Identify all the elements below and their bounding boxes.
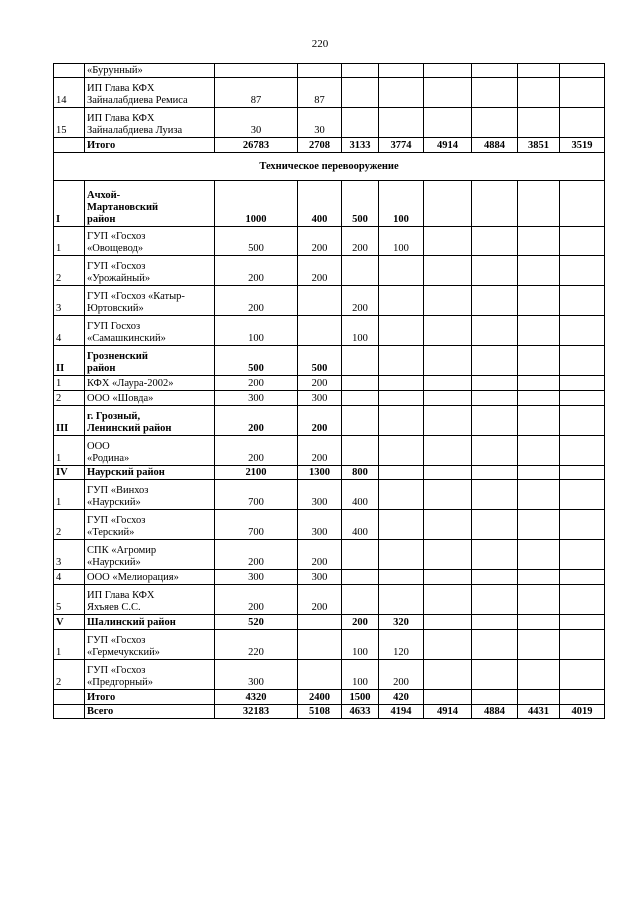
value-cell: 4884 xyxy=(472,705,518,719)
value-cell xyxy=(342,570,379,585)
value-cell xyxy=(560,585,605,615)
row-name: Грозненский район xyxy=(85,346,215,376)
value-cell xyxy=(298,660,342,690)
value-cell xyxy=(560,256,605,286)
value-cell xyxy=(518,64,560,78)
row-name: Шалинский район xyxy=(85,615,215,630)
table-row xyxy=(54,585,605,615)
value-cell xyxy=(379,570,424,585)
row-name: ИП Глава КФХ Зайналабдиева Ремиса xyxy=(85,78,215,108)
value-cell: 30 xyxy=(215,108,298,138)
value-cell xyxy=(342,376,379,391)
table-row xyxy=(54,316,605,346)
row-number: 1 xyxy=(54,630,85,660)
row-number: I xyxy=(54,181,85,227)
value-cell: 26783 xyxy=(215,138,298,153)
value-cell: 320 xyxy=(379,615,424,630)
table-row xyxy=(54,690,605,705)
table-row xyxy=(54,138,605,153)
table-row xyxy=(54,181,605,227)
value-cell xyxy=(472,615,518,630)
value-cell: 3519 xyxy=(560,138,605,153)
value-cell xyxy=(518,227,560,256)
value-cell xyxy=(424,660,472,690)
value-cell: 200 xyxy=(215,256,298,286)
value-cell xyxy=(560,391,605,406)
row-name: КФХ «Лаура-2002» xyxy=(85,376,215,391)
value-cell xyxy=(472,585,518,615)
value-cell xyxy=(518,630,560,660)
value-cell xyxy=(379,286,424,316)
value-cell xyxy=(560,78,605,108)
row-number: 2 xyxy=(54,660,85,690)
row-name: ГУП «Госхоз «Урожайный» xyxy=(85,256,215,286)
value-cell xyxy=(424,391,472,406)
value-cell: 400 xyxy=(298,181,342,227)
value-cell xyxy=(472,570,518,585)
value-cell xyxy=(560,436,605,466)
row-number: 14 xyxy=(54,78,85,108)
value-cell: 300 xyxy=(215,660,298,690)
row-name: ООО «Мелиорация» xyxy=(85,570,215,585)
table-row xyxy=(54,256,605,286)
value-cell xyxy=(560,570,605,585)
value-cell: 2400 xyxy=(298,690,342,705)
value-cell: 1000 xyxy=(215,181,298,227)
value-cell xyxy=(379,436,424,466)
row-name: ГУП «Госхоз «Овощевод» xyxy=(85,227,215,256)
value-cell xyxy=(424,64,472,78)
value-cell: 87 xyxy=(298,78,342,108)
value-cell: 100 xyxy=(379,181,424,227)
section-header-row xyxy=(54,153,605,181)
value-cell xyxy=(379,346,424,376)
value-cell: 200 xyxy=(215,540,298,570)
value-cell xyxy=(215,64,298,78)
value-cell xyxy=(560,510,605,540)
value-cell xyxy=(560,181,605,227)
value-cell xyxy=(424,510,472,540)
value-cell xyxy=(342,78,379,108)
value-cell xyxy=(518,286,560,316)
value-cell xyxy=(472,660,518,690)
value-cell xyxy=(424,227,472,256)
table-row xyxy=(54,466,605,480)
row-number: 1 xyxy=(54,436,85,466)
value-cell: 1300 xyxy=(298,466,342,480)
value-cell xyxy=(472,540,518,570)
table-row xyxy=(54,108,605,138)
value-cell: 200 xyxy=(342,615,379,630)
value-cell xyxy=(518,466,560,480)
row-number xyxy=(54,690,85,705)
value-cell: 4431 xyxy=(518,705,560,719)
row-name: Итого xyxy=(85,690,215,705)
row-name: ГУП «Госхоз «Гермечукский» xyxy=(85,630,215,660)
table-row xyxy=(54,705,605,719)
value-cell xyxy=(518,316,560,346)
value-cell: 100 xyxy=(342,630,379,660)
row-name: ИП Глава КФХ Зайналабдиева Луиза xyxy=(85,108,215,138)
value-cell xyxy=(472,466,518,480)
value-cell xyxy=(472,286,518,316)
value-cell xyxy=(472,181,518,227)
value-cell xyxy=(379,64,424,78)
value-cell: 500 xyxy=(215,227,298,256)
value-cell: 3133 xyxy=(342,138,379,153)
value-cell xyxy=(472,436,518,466)
value-cell xyxy=(560,480,605,510)
value-cell: 4194 xyxy=(379,705,424,719)
value-cell xyxy=(518,660,560,690)
value-cell: 700 xyxy=(215,480,298,510)
value-cell xyxy=(560,690,605,705)
value-cell xyxy=(424,346,472,376)
table-row xyxy=(54,630,605,660)
table-row xyxy=(54,227,605,256)
value-cell xyxy=(518,391,560,406)
row-name: «Бурунный» xyxy=(85,64,215,78)
value-cell xyxy=(472,78,518,108)
table-row xyxy=(54,570,605,585)
value-cell: 300 xyxy=(298,570,342,585)
value-cell: 200 xyxy=(215,436,298,466)
row-number: 2 xyxy=(54,391,85,406)
row-number: 1 xyxy=(54,376,85,391)
value-cell xyxy=(379,406,424,436)
value-cell: 2100 xyxy=(215,466,298,480)
row-number xyxy=(54,64,85,78)
value-cell: 200 xyxy=(215,406,298,436)
value-cell: 4019 xyxy=(560,705,605,719)
row-number: IV xyxy=(54,466,85,480)
value-cell xyxy=(342,540,379,570)
table-row xyxy=(54,510,605,540)
value-cell: 5108 xyxy=(298,705,342,719)
value-cell xyxy=(472,630,518,660)
value-cell xyxy=(379,510,424,540)
value-cell xyxy=(424,436,472,466)
value-cell xyxy=(472,391,518,406)
value-cell xyxy=(379,108,424,138)
value-cell: 300 xyxy=(298,480,342,510)
value-cell xyxy=(298,615,342,630)
table-row xyxy=(54,391,605,406)
table-row xyxy=(54,78,605,108)
value-cell xyxy=(298,286,342,316)
value-cell xyxy=(472,256,518,286)
value-cell: 4884 xyxy=(472,138,518,153)
value-cell xyxy=(342,436,379,466)
table-row xyxy=(54,436,605,466)
value-cell: 300 xyxy=(298,510,342,540)
value-cell xyxy=(424,286,472,316)
table-row xyxy=(54,615,605,630)
row-name: Итого xyxy=(85,138,215,153)
value-cell: 200 xyxy=(298,585,342,615)
value-cell xyxy=(424,690,472,705)
value-cell xyxy=(472,406,518,436)
value-cell xyxy=(518,540,560,570)
row-name: ГУП «Госхоз «Предгорный» xyxy=(85,660,215,690)
value-cell xyxy=(518,376,560,391)
value-cell xyxy=(472,376,518,391)
row-name: ООО «Шовда» xyxy=(85,391,215,406)
value-cell: 500 xyxy=(342,181,379,227)
value-cell xyxy=(379,316,424,346)
value-cell xyxy=(424,78,472,108)
row-number: 2 xyxy=(54,256,85,286)
value-cell xyxy=(379,585,424,615)
value-cell xyxy=(424,108,472,138)
value-cell xyxy=(424,615,472,630)
value-cell xyxy=(518,181,560,227)
value-cell xyxy=(560,227,605,256)
value-cell xyxy=(472,64,518,78)
value-cell xyxy=(518,436,560,466)
value-cell xyxy=(518,690,560,705)
value-cell xyxy=(424,406,472,436)
value-cell: 420 xyxy=(379,690,424,705)
value-cell: 4914 xyxy=(424,138,472,153)
value-cell xyxy=(342,64,379,78)
value-cell xyxy=(560,64,605,78)
value-cell xyxy=(342,346,379,376)
value-cell: 200 xyxy=(215,376,298,391)
value-cell xyxy=(560,540,605,570)
value-cell xyxy=(472,227,518,256)
value-cell xyxy=(472,510,518,540)
value-cell xyxy=(472,690,518,705)
row-number: 3 xyxy=(54,540,85,570)
value-cell: 100 xyxy=(342,660,379,690)
value-cell xyxy=(379,466,424,480)
row-name: ГУП Госхоз «Самашкинский» xyxy=(85,316,215,346)
value-cell: 30 xyxy=(298,108,342,138)
value-cell xyxy=(424,630,472,660)
row-number: 2 xyxy=(54,510,85,540)
value-cell xyxy=(560,346,605,376)
value-cell: 200 xyxy=(298,227,342,256)
value-cell: 4633 xyxy=(342,705,379,719)
value-cell xyxy=(518,510,560,540)
value-cell: 120 xyxy=(379,630,424,660)
row-number: II xyxy=(54,346,85,376)
value-cell xyxy=(518,108,560,138)
row-name: ГУП «Госхоз «Катыр- Юртовский» xyxy=(85,286,215,316)
value-cell xyxy=(472,346,518,376)
row-name: Ачхой- Мартановский район xyxy=(85,181,215,227)
row-name: ИП Глава КФХ Яхъяев С.С. xyxy=(85,585,215,615)
value-cell: 32183 xyxy=(215,705,298,719)
row-name: СПК «Агромир «Наурский» xyxy=(85,540,215,570)
value-cell xyxy=(560,660,605,690)
page-number: 220 xyxy=(311,38,329,50)
value-cell xyxy=(560,316,605,346)
value-cell xyxy=(472,316,518,346)
value-cell xyxy=(379,391,424,406)
value-cell xyxy=(560,108,605,138)
row-number: 4 xyxy=(54,570,85,585)
value-cell xyxy=(298,630,342,660)
value-cell: 300 xyxy=(298,391,342,406)
value-cell xyxy=(424,570,472,585)
table-row xyxy=(54,376,605,391)
value-cell xyxy=(560,630,605,660)
value-cell xyxy=(424,540,472,570)
table-row xyxy=(54,406,605,436)
value-cell: 300 xyxy=(215,570,298,585)
value-cell: 520 xyxy=(215,615,298,630)
value-cell: 200 xyxy=(342,286,379,316)
value-cell xyxy=(424,466,472,480)
value-cell xyxy=(560,406,605,436)
value-cell xyxy=(518,346,560,376)
value-cell: 500 xyxy=(215,346,298,376)
value-cell xyxy=(424,181,472,227)
value-cell xyxy=(424,316,472,346)
value-cell: 200 xyxy=(298,406,342,436)
value-cell xyxy=(342,256,379,286)
value-cell: 200 xyxy=(215,585,298,615)
value-cell: 200 xyxy=(379,660,424,690)
value-cell xyxy=(424,256,472,286)
value-cell xyxy=(560,466,605,480)
value-cell: 200 xyxy=(298,540,342,570)
row-name: ГУП «Винхоз «Наурский» xyxy=(85,480,215,510)
value-cell xyxy=(560,615,605,630)
table-row xyxy=(54,286,605,316)
value-cell xyxy=(379,540,424,570)
row-number: 5 xyxy=(54,585,85,615)
row-name: г. Грозный, Ленинский район xyxy=(85,406,215,436)
value-cell xyxy=(518,585,560,615)
value-cell: 200 xyxy=(342,227,379,256)
section-title: Техническое перевооружение xyxy=(54,153,605,181)
value-cell: 3851 xyxy=(518,138,560,153)
value-cell xyxy=(342,391,379,406)
row-number: 3 xyxy=(54,286,85,316)
table-row xyxy=(54,660,605,690)
table-row xyxy=(54,64,605,78)
row-number: 15 xyxy=(54,108,85,138)
value-cell xyxy=(298,64,342,78)
value-cell: 2708 xyxy=(298,138,342,153)
value-cell xyxy=(560,286,605,316)
value-cell xyxy=(518,78,560,108)
value-cell: 800 xyxy=(342,466,379,480)
value-cell: 200 xyxy=(298,436,342,466)
row-number: 1 xyxy=(54,227,85,256)
value-cell xyxy=(342,406,379,436)
value-cell xyxy=(560,376,605,391)
row-name: ООО «Родина» xyxy=(85,436,215,466)
value-cell: 1500 xyxy=(342,690,379,705)
value-cell xyxy=(342,585,379,615)
value-cell xyxy=(472,108,518,138)
value-cell: 400 xyxy=(342,480,379,510)
value-cell: 200 xyxy=(298,376,342,391)
value-cell: 400 xyxy=(342,510,379,540)
value-cell xyxy=(342,108,379,138)
investment-table xyxy=(53,63,605,719)
value-cell xyxy=(518,480,560,510)
table-row xyxy=(54,480,605,510)
value-cell: 100 xyxy=(342,316,379,346)
value-cell xyxy=(379,78,424,108)
row-number: III xyxy=(54,406,85,436)
row-number xyxy=(54,705,85,719)
value-cell: 100 xyxy=(379,227,424,256)
row-number xyxy=(54,138,85,153)
value-cell: 100 xyxy=(215,316,298,346)
value-cell: 200 xyxy=(215,286,298,316)
value-cell xyxy=(379,376,424,391)
table-row xyxy=(54,346,605,376)
value-cell xyxy=(518,406,560,436)
value-cell: 87 xyxy=(215,78,298,108)
value-cell xyxy=(424,585,472,615)
value-cell: 200 xyxy=(298,256,342,286)
value-cell: 300 xyxy=(215,391,298,406)
value-cell xyxy=(379,256,424,286)
row-number: 4 xyxy=(54,316,85,346)
value-cell xyxy=(518,615,560,630)
row-name: Наурский район xyxy=(85,466,215,480)
value-cell: 4320 xyxy=(215,690,298,705)
value-cell xyxy=(298,316,342,346)
row-name: ГУП «Госхоз «Терский» xyxy=(85,510,215,540)
row-name: Всего xyxy=(85,705,215,719)
value-cell xyxy=(518,570,560,585)
value-cell xyxy=(379,480,424,510)
value-cell: 700 xyxy=(215,510,298,540)
value-cell xyxy=(472,480,518,510)
value-cell: 500 xyxy=(298,346,342,376)
value-cell: 3774 xyxy=(379,138,424,153)
value-cell: 4914 xyxy=(424,705,472,719)
row-number: V xyxy=(54,615,85,630)
value-cell xyxy=(424,480,472,510)
row-number: 1 xyxy=(54,480,85,510)
value-cell xyxy=(518,256,560,286)
value-cell xyxy=(424,376,472,391)
value-cell: 220 xyxy=(215,630,298,660)
table-row xyxy=(54,540,605,570)
